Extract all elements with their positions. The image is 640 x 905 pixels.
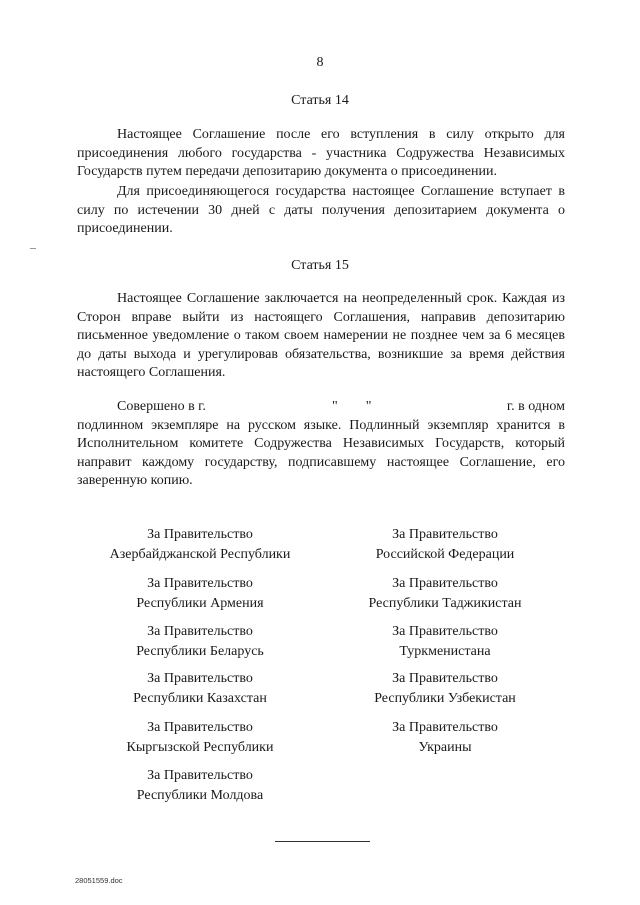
signature-block-ukraine — [330, 718, 560, 758]
signature-line1: За Правительство — [147, 527, 253, 542]
article-14-paragraph-1: Настоящее Соглашение после его вступления в силу открыто для присоединения любого государства - участника Содружества Независимых Государств путем передачи депозитарию документа о присоединении. — [77, 127, 565, 179]
signature-block-turkmenistan — [330, 622, 560, 662]
done-clause — [77, 398, 565, 491]
done-clause-end: г. в одном — [506, 399, 565, 414]
done-clause-rest: подлинном экземпляре на русском языке. Подлинный экземпляр хранится в Исполнительном комитете Содружества Независимых Государств, который направит каждому государству, подписавшему настоящее Соглашение, его заверенную копию. — [77, 417, 565, 488]
signature-block-azerbaijan — [85, 525, 315, 565]
article-15-paragraph-1: Настоящее Соглашение заключается на неопределенный срок. Каждая из Сторон вправе выйти из настоящего Соглашения, направив депозитарию письменное уведомление о таком своем намерении не позднее чем за 6 месяцев до даты выхода и урегулировав обязательства, возникшие за время действия настоящего Соглашения. — [77, 291, 565, 380]
signature-line1: За Правительство — [392, 576, 498, 591]
margin-mark — [30, 248, 36, 249]
signature-line1: За Правительство — [392, 671, 498, 686]
signature-line2: Кыргызской Республики — [126, 740, 274, 755]
signature-block-russia — [330, 525, 560, 565]
signature-block-tajikistan — [330, 574, 560, 614]
signature-line2: Республики Молдова — [136, 788, 264, 803]
signature-line1: За Правительство — [147, 720, 253, 735]
signature-line1: За Правительство — [392, 624, 498, 639]
article-15-heading: Статья 15 — [291, 258, 349, 273]
article-14-heading: Статья 14 — [291, 93, 349, 108]
done-clause-quotes: " " — [332, 399, 372, 414]
end-rule — [275, 841, 370, 842]
signature-line2: Республики Узбекистан — [374, 691, 516, 706]
signature-block-kazakhstan — [85, 669, 315, 709]
signature-line2: Российской Федерации — [375, 547, 515, 562]
signature-line2: Республики Беларусь — [136, 644, 264, 659]
signature-line2: Азербайджанской Республики — [109, 547, 291, 562]
signature-line1: За Правительство — [147, 671, 253, 686]
signature-block-uzbekistan — [330, 669, 560, 709]
page-number: 8 — [316, 55, 324, 70]
signature-line1: За Правительство — [392, 527, 498, 542]
signature-line2: Республики Таджикистан — [368, 596, 522, 611]
signature-block-kyrgyzstan — [85, 718, 315, 758]
signature-block-armenia — [85, 574, 315, 614]
article-14-paragraph-2: Для присоединяющегося государства настоящее Соглашение вступает в силу по истечении 30 дней с даты получения депозитарием документа о присоединении. — [77, 184, 565, 236]
footer-filename: 28051559.doc — [75, 876, 123, 885]
signature-line1: За Правительство — [147, 576, 253, 591]
signature-block-belarus — [85, 622, 315, 662]
signature-line2: Республики Армения — [136, 596, 264, 611]
signature-line1: За Правительство — [147, 768, 253, 783]
done-clause-start: Совершено в г. — [117, 399, 206, 414]
signature-line2: Украины — [418, 740, 472, 755]
signature-line2: Туркменистана — [399, 644, 491, 659]
signature-line1: За Правительство — [147, 624, 253, 639]
signature-line1: За Правительство — [392, 720, 498, 735]
signature-line2: Республики Казахстан — [133, 691, 267, 706]
signature-block-moldova — [85, 766, 315, 806]
